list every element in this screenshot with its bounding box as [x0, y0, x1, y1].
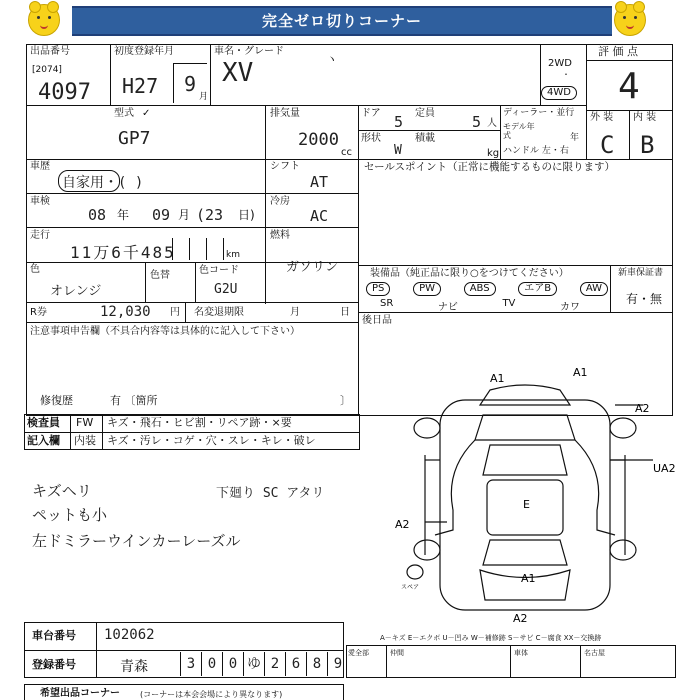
- inspection-year: 08: [88, 206, 107, 224]
- damage-label: E: [523, 498, 530, 511]
- handle-label: ハンドル 左・右: [503, 146, 569, 156]
- banner: [0, 0, 700, 40]
- repair-history-label: 修復歴: [40, 394, 73, 407]
- equipment-item: AW: [580, 282, 608, 296]
- damage-label: A2: [635, 402, 650, 415]
- equipment-item: カワ: [559, 302, 580, 313]
- plate-region: 青森: [120, 659, 148, 675]
- equipment-item: エアB: [518, 282, 557, 296]
- color-value: オレンジ: [50, 284, 102, 299]
- exterior-grade: C: [600, 131, 615, 159]
- back-item-label: 後日品: [362, 315, 392, 326]
- aircon-label: 冷房: [270, 196, 290, 207]
- vehicle-no-label: 車台番号: [32, 629, 76, 642]
- warranty-value: 有・無: [626, 292, 663, 306]
- model-value: GP7: [118, 128, 151, 149]
- aircon-value: AC: [310, 207, 329, 225]
- footer-label: 希望出品コーナー: [40, 688, 120, 699]
- banner-title: 完全ゼロ切りコーナー: [72, 6, 612, 36]
- model-check: ✓: [142, 108, 151, 119]
- lot-label: 出品番号: [30, 46, 70, 57]
- inspector-row1: キズ・飛石・ヒビ割・リペア跡・×要: [107, 416, 292, 429]
- bear-mascot-icon: [28, 4, 60, 36]
- displacement-label: 排気量: [270, 108, 300, 119]
- model-year-label: モデル年式: [503, 122, 535, 140]
- repair-history-close: 〕: [340, 394, 351, 407]
- color-code-label: 色コード: [199, 265, 239, 276]
- inspection-day: (23: [196, 206, 224, 224]
- registration-era: H27: [122, 74, 159, 98]
- interior-label: 内 装: [633, 112, 657, 123]
- equipment-row-2: [380, 298, 580, 313]
- equipment-item: SR: [380, 298, 394, 309]
- equipment-item: TV: [502, 298, 516, 309]
- plate-digit: 0: [201, 652, 222, 676]
- displacement-value: 2000: [298, 130, 339, 150]
- vehicle-no-value: 102062: [104, 627, 155, 643]
- car-name-label: 車名・グレード: [214, 46, 284, 57]
- sub-table-cell-3: 車体: [514, 649, 528, 657]
- plate-digit: 9: [327, 652, 348, 676]
- shape-value: W: [394, 143, 402, 158]
- damage-label: A2: [513, 612, 528, 625]
- note-right: 下廻り SC アタリ: [216, 486, 325, 501]
- sub-table-cell-2: 仲間: [390, 649, 404, 657]
- r-ticket-unit: 円: [170, 307, 180, 318]
- dealer-label: ディーラー・並行: [503, 108, 575, 118]
- inspection-month-unit: 月: [178, 208, 191, 222]
- name-change-day: 日: [340, 307, 350, 318]
- fuel-label: 燃料: [270, 230, 290, 241]
- inspection-label: 車検: [30, 196, 50, 207]
- note-line-1: キズヘリ: [32, 482, 92, 500]
- registration-month: 9: [184, 72, 197, 96]
- name-change-label: 名変退期限: [194, 307, 244, 318]
- registration-month-unit: 月: [199, 92, 209, 102]
- plate-digit: 3: [180, 652, 201, 676]
- capacity-label: 定員: [415, 108, 435, 119]
- plate-digit: ゆ: [243, 652, 264, 676]
- model-label: 型式: [114, 108, 134, 119]
- name-change-month: 月: [290, 307, 300, 318]
- equipment-row-1: [366, 282, 608, 296]
- mileage-value: 11万6千485: [70, 243, 176, 262]
- damage-label: A1: [490, 372, 505, 385]
- color-label: 色: [30, 264, 40, 275]
- bear-mascot-icon: [614, 4, 646, 36]
- inspector-row2-tag: 内装: [74, 434, 96, 447]
- spare-label: スペア: [401, 584, 420, 591]
- equipment-item: PW: [413, 282, 441, 296]
- fuel-value: ガソリン: [286, 260, 339, 275]
- registration-label: 初度登録年月: [114, 46, 174, 57]
- car-name-mark: ヽ: [326, 52, 339, 66]
- interior-grade: B: [640, 131, 655, 159]
- equipment-item: ナビ: [437, 302, 458, 313]
- damage-label: UA2: [653, 462, 676, 475]
- inspection-month: 09: [152, 206, 171, 224]
- plate-digit: 8: [306, 652, 327, 676]
- plate-digit: 0: [222, 652, 243, 676]
- damage-label: A1: [521, 572, 536, 585]
- shift-label: シフト: [270, 161, 300, 172]
- plate-label: 登録番号: [32, 658, 76, 671]
- plate-digit: 2: [264, 652, 285, 676]
- lot-sub: [2074]: [32, 65, 62, 75]
- sales-point-label: セールスポイント（正常に機能するものに限ります）: [364, 161, 616, 173]
- history-value: 自家用・( ): [62, 175, 144, 191]
- damage-legend: A－キズ E－エクボ U－凹み W－補修跡 S－サビ C－腐食 XX－交換跡: [380, 634, 602, 642]
- inspection-year-unit: 年: [117, 208, 130, 222]
- color-code: G2U: [214, 282, 238, 297]
- car-name: XV: [222, 58, 254, 88]
- capacity-value: 5: [472, 113, 482, 131]
- equipment-label: 装備品（純正品に限り○をつけてください）: [370, 268, 569, 279]
- warranty-label: 新車保証書: [618, 268, 664, 278]
- car-damage-diagram: [395, 360, 685, 630]
- displacement-unit: cc: [341, 147, 352, 158]
- inspector-row1-tag: FW: [76, 416, 94, 429]
- history-label: 車歴: [30, 161, 50, 172]
- inspector-row2: キズ・汚レ・コゲ・穴・スレ・キレ・破レ: [107, 434, 316, 447]
- load-label: 積載: [415, 133, 435, 144]
- r-ticket-label: R券: [30, 307, 47, 318]
- drive-4wd-circled: 4WD: [541, 86, 577, 100]
- doors-label: ドア: [361, 108, 381, 119]
- equipment-item: PS: [366, 282, 390, 296]
- grade-label: 評 価 点: [598, 45, 638, 58]
- shift-value: AT: [310, 173, 329, 191]
- plate-digit: 6: [285, 652, 306, 676]
- footer-note: (コーナーは本会会場により異なります): [140, 690, 283, 699]
- equipment-item: ABS: [464, 282, 496, 296]
- drive-2wd: 2WD: [548, 58, 572, 69]
- sub-table-cell-4: 名古屋: [584, 649, 605, 657]
- history-circle: [58, 170, 120, 192]
- inspection-day-unit: 日): [238, 208, 255, 222]
- drive-dot: ・: [562, 70, 570, 79]
- inspector-label-2: 記入欄: [27, 434, 60, 447]
- model-year-unit: 年: [570, 133, 580, 143]
- repair-history-value: 有 〔箇所: [110, 394, 158, 407]
- plate-digits: [180, 652, 348, 676]
- grade-score: 4: [618, 66, 640, 107]
- lot-number: 4097: [38, 80, 91, 105]
- sub-table-cell-1: 愛全部: [348, 649, 369, 657]
- note-line-3: 左ドミラーウインカーレーズル: [32, 532, 241, 550]
- damage-label: A2: [395, 518, 410, 531]
- doors-value: 5: [394, 113, 404, 131]
- shape-label: 形状: [361, 133, 381, 144]
- mileage-unit: km: [226, 250, 240, 260]
- load-unit: kg: [487, 148, 500, 159]
- note-line-2: ペットも小: [32, 506, 108, 524]
- inspector-label-1: 検査員: [27, 416, 60, 429]
- r-ticket-value: 12,030: [100, 304, 151, 320]
- color-change-label: 色替: [150, 270, 170, 281]
- exterior-label: 外 装: [590, 112, 614, 123]
- capacity-unit: 人: [487, 118, 497, 129]
- mileage-label: 走行: [30, 230, 50, 241]
- damage-label: A1: [573, 366, 588, 379]
- notes-label: 注意事項申告欄（不具合内容等は具体的に記入して下さい）: [30, 326, 300, 337]
